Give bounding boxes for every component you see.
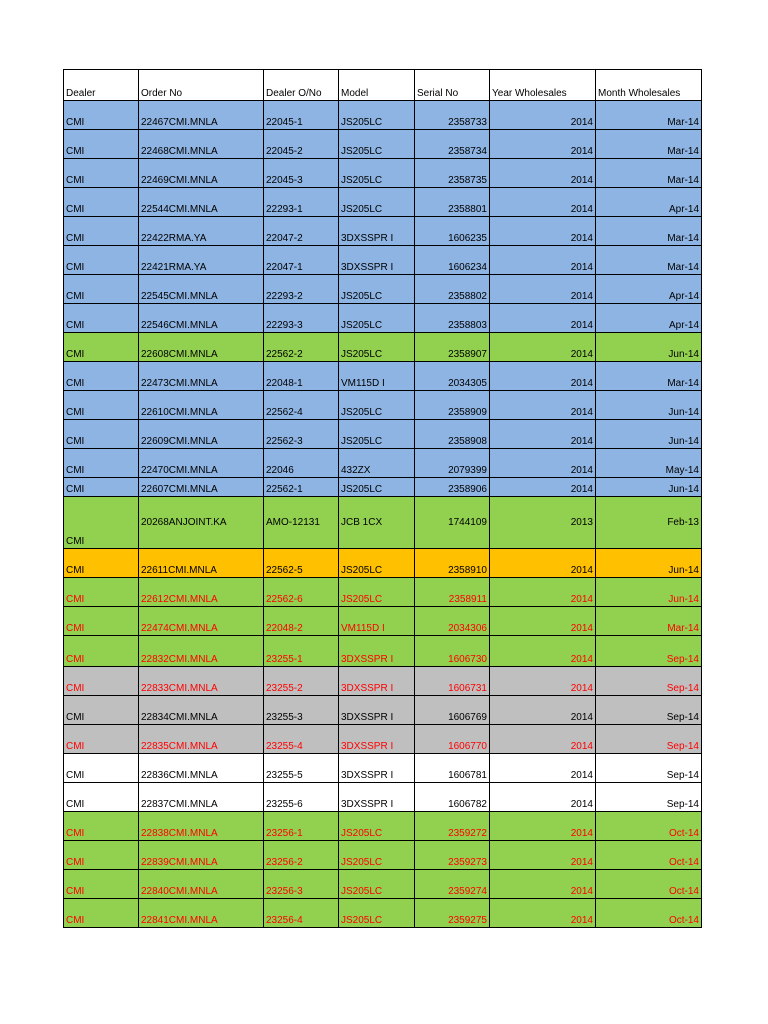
cell-serial-no: 2358733 <box>415 101 490 130</box>
cell-order-no: 22422RMA.YA <box>139 217 264 246</box>
table-row <box>64 696 702 725</box>
table-body <box>64 101 702 928</box>
cell-model: 3DXSSPR I <box>339 696 415 725</box>
cell-dealer-order-no: 22048-2 <box>264 607 339 636</box>
cell-year: 2014 <box>490 725 596 754</box>
cell-order-no: 22609CMI.MNLA <box>139 420 264 449</box>
cell-order-no: 22470CMI.MNLA <box>139 449 264 478</box>
header-dealer-order-no: Dealer O/No <box>264 70 339 101</box>
cell-serial-no: 2358734 <box>415 130 490 159</box>
table-row <box>64 812 702 841</box>
cell-dealer: CMI <box>64 130 139 159</box>
cell-serial-no: 2359272 <box>415 812 490 841</box>
cell-month: Sep-14 <box>596 667 702 696</box>
cell-year: 2014 <box>490 449 596 478</box>
cell-dealer: CMI <box>64 275 139 304</box>
cell-order-no: 22612CMI.MNLA <box>139 578 264 607</box>
header-dealer: Dealer <box>64 70 139 101</box>
cell-month: Mar-14 <box>596 217 702 246</box>
header-serial-no: Serial No <box>415 70 490 101</box>
cell-serial-no: 2358907 <box>415 333 490 362</box>
cell-serial-no: 2034305 <box>415 362 490 391</box>
cell-year: 2014 <box>490 275 596 304</box>
cell-dealer-order-no: 23255-3 <box>264 696 339 725</box>
cell-dealer-order-no: 23255-5 <box>264 754 339 783</box>
table-row <box>64 478 702 497</box>
cell-month: Jun-14 <box>596 549 702 578</box>
cell-dealer-order-no: 22562-3 <box>264 420 339 449</box>
cell-month: Jun-14 <box>596 578 702 607</box>
cell-dealer-order-no: 23255-2 <box>264 667 339 696</box>
cell-year: 2014 <box>490 420 596 449</box>
header-order-no: Order No <box>139 70 264 101</box>
cell-month: Mar-14 <box>596 101 702 130</box>
cell-dealer: CMI <box>64 725 139 754</box>
table-row <box>64 667 702 696</box>
cell-model: JS205LC <box>339 812 415 841</box>
cell-year: 2014 <box>490 478 596 497</box>
cell-dealer: CMI <box>64 636 139 667</box>
cell-year: 2014 <box>490 667 596 696</box>
cell-dealer: CMI <box>64 549 139 578</box>
cell-month: Oct-14 <box>596 870 702 899</box>
table-row <box>64 783 702 812</box>
cell-model: 3DXSSPR I <box>339 246 415 275</box>
table-row <box>64 636 702 667</box>
cell-dealer-order-no: 22562-5 <box>264 549 339 578</box>
cell-dealer: CMI <box>64 159 139 188</box>
cell-year: 2014 <box>490 636 596 667</box>
cell-model: JS205LC <box>339 333 415 362</box>
cell-serial-no: 2079399 <box>415 449 490 478</box>
cell-year: 2014 <box>490 812 596 841</box>
table-row <box>64 870 702 899</box>
cell-dealer: CMI <box>64 246 139 275</box>
cell-month: May-14 <box>596 449 702 478</box>
cell-model: 432ZX <box>339 449 415 478</box>
cell-year: 2014 <box>490 246 596 275</box>
cell-serial-no: 1606234 <box>415 246 490 275</box>
table-row <box>64 420 702 449</box>
cell-order-no: 22832CMI.MNLA <box>139 636 264 667</box>
cell-dealer-order-no: 22045-2 <box>264 130 339 159</box>
header-row <box>64 70 702 101</box>
cell-dealer: CMI <box>64 667 139 696</box>
cell-order-no: 22473CMI.MNLA <box>139 362 264 391</box>
cell-model: JS205LC <box>339 549 415 578</box>
cell-year: 2014 <box>490 159 596 188</box>
cell-model: 3DXSSPR I <box>339 783 415 812</box>
cell-dealer: CMI <box>64 870 139 899</box>
table-row <box>64 578 702 607</box>
cell-dealer: CMI <box>64 101 139 130</box>
cell-model: JS205LC <box>339 870 415 899</box>
cell-month: Jun-14 <box>596 391 702 420</box>
cell-dealer-order-no: 23256-4 <box>264 899 339 928</box>
cell-year: 2014 <box>490 130 596 159</box>
cell-model: 3DXSSPR I <box>339 754 415 783</box>
table-row <box>64 275 702 304</box>
cell-serial-no: 2358735 <box>415 159 490 188</box>
cell-model: JS205LC <box>339 159 415 188</box>
cell-year: 2014 <box>490 578 596 607</box>
cell-dealer-order-no: 22045-1 <box>264 101 339 130</box>
cell-dealer: CMI <box>64 754 139 783</box>
cell-month: Jun-14 <box>596 478 702 497</box>
cell-serial-no: 2358801 <box>415 188 490 217</box>
cell-dealer-order-no: 22562-2 <box>264 333 339 362</box>
cell-dealer-order-no: 23256-2 <box>264 841 339 870</box>
cell-dealer-order-no: 23256-3 <box>264 870 339 899</box>
cell-month: Mar-14 <box>596 130 702 159</box>
cell-dealer: CMI <box>64 899 139 928</box>
table-row <box>64 725 702 754</box>
cell-month: Sep-14 <box>596 696 702 725</box>
cell-year: 2014 <box>490 101 596 130</box>
cell-dealer-order-no: 23256-1 <box>264 812 339 841</box>
cell-serial-no: 1606782 <box>415 783 490 812</box>
table-row <box>64 304 702 333</box>
cell-dealer-order-no: 22562-6 <box>264 578 339 607</box>
cell-dealer-order-no: 23255-6 <box>264 783 339 812</box>
cell-order-no: 22546CMI.MNLA <box>139 304 264 333</box>
cell-month: Sep-14 <box>596 636 702 667</box>
cell-year: 2014 <box>490 899 596 928</box>
cell-order-no: 22834CMI.MNLA <box>139 696 264 725</box>
cell-order-no: 22833CMI.MNLA <box>139 667 264 696</box>
cell-order-no: 22838CMI.MNLA <box>139 812 264 841</box>
table-row <box>64 159 702 188</box>
cell-month: Jun-14 <box>596 333 702 362</box>
cell-model: JS205LC <box>339 188 415 217</box>
cell-dealer-order-no: 22293-2 <box>264 275 339 304</box>
cell-dealer-order-no: 22562-4 <box>264 391 339 420</box>
table-row <box>64 362 702 391</box>
cell-year: 2014 <box>490 754 596 783</box>
cell-serial-no: 2358909 <box>415 391 490 420</box>
cell-model: 3DXSSPR I <box>339 636 415 667</box>
table-row <box>64 101 702 130</box>
cell-order-no: 22544CMI.MNLA <box>139 188 264 217</box>
cell-serial-no: 2359275 <box>415 899 490 928</box>
cell-serial-no: 2358803 <box>415 304 490 333</box>
cell-dealer-order-no: 22293-1 <box>264 188 339 217</box>
cell-dealer: CMI <box>64 497 139 549</box>
cell-serial-no: 2358908 <box>415 420 490 449</box>
cell-year: 2014 <box>490 696 596 725</box>
cell-year: 2014 <box>490 333 596 362</box>
cell-serial-no: 2359273 <box>415 841 490 870</box>
cell-year: 2014 <box>490 607 596 636</box>
cell-month: Feb-13 <box>596 497 702 549</box>
cell-order-no: 22608CMI.MNLA <box>139 333 264 362</box>
cell-month: Oct-14 <box>596 841 702 870</box>
cell-order-no: 22421RMA.YA <box>139 246 264 275</box>
cell-model: JS205LC <box>339 899 415 928</box>
cell-order-no: 22839CMI.MNLA <box>139 841 264 870</box>
cell-order-no: 20268ANJOINT.KA <box>139 497 264 549</box>
cell-model: JS205LC <box>339 304 415 333</box>
cell-serial-no: 2358911 <box>415 578 490 607</box>
cell-dealer: CMI <box>64 333 139 362</box>
cell-dealer: CMI <box>64 607 139 636</box>
cell-order-no: 22467CMI.MNLA <box>139 101 264 130</box>
header-model: Model <box>339 70 415 101</box>
cell-dealer: CMI <box>64 449 139 478</box>
cell-order-no: 22840CMI.MNLA <box>139 870 264 899</box>
table-row <box>64 217 702 246</box>
cell-serial-no: 2359274 <box>415 870 490 899</box>
cell-dealer-order-no: 22048-1 <box>264 362 339 391</box>
cell-month: Apr-14 <box>596 275 702 304</box>
cell-model: JS205LC <box>339 841 415 870</box>
cell-order-no: 22611CMI.MNLA <box>139 549 264 578</box>
cell-month: Mar-14 <box>596 362 702 391</box>
cell-dealer: CMI <box>64 783 139 812</box>
cell-order-no: 22469CMI.MNLA <box>139 159 264 188</box>
cell-model: 3DXSSPR I <box>339 725 415 754</box>
cell-dealer: CMI <box>64 578 139 607</box>
cell-order-no: 22610CMI.MNLA <box>139 391 264 420</box>
cell-order-no: 22545CMI.MNLA <box>139 275 264 304</box>
cell-model: VM115D I <box>339 607 415 636</box>
cell-month: Sep-14 <box>596 754 702 783</box>
cell-model: JS205LC <box>339 578 415 607</box>
cell-model: JS205LC <box>339 275 415 304</box>
cell-model: 3DXSSPR I <box>339 217 415 246</box>
cell-serial-no: 1606235 <box>415 217 490 246</box>
cell-dealer-order-no: 22047-2 <box>264 217 339 246</box>
table-row <box>64 899 702 928</box>
cell-serial-no: 2358802 <box>415 275 490 304</box>
cell-month: Oct-14 <box>596 899 702 928</box>
cell-dealer: CMI <box>64 478 139 497</box>
cell-dealer: CMI <box>64 304 139 333</box>
cell-year: 2014 <box>490 841 596 870</box>
cell-month: Oct-14 <box>596 812 702 841</box>
cell-month: Jun-14 <box>596 420 702 449</box>
cell-serial-no: 1744109 <box>415 497 490 549</box>
table-row <box>64 841 702 870</box>
cell-order-no: 22468CMI.MNLA <box>139 130 264 159</box>
cell-year: 2014 <box>490 188 596 217</box>
cell-dealer: CMI <box>64 188 139 217</box>
cell-year: 2013 <box>490 497 596 549</box>
cell-year: 2014 <box>490 391 596 420</box>
cell-dealer: CMI <box>64 841 139 870</box>
cell-dealer-order-no: 22047-1 <box>264 246 339 275</box>
cell-order-no: 22836CMI.MNLA <box>139 754 264 783</box>
header-year-wholesales: Year Wholesales <box>490 70 596 101</box>
table-row <box>64 754 702 783</box>
cell-dealer: CMI <box>64 420 139 449</box>
cell-dealer: CMI <box>64 812 139 841</box>
cell-year: 2014 <box>490 783 596 812</box>
cell-year: 2014 <box>490 217 596 246</box>
cell-order-no: 22837CMI.MNLA <box>139 783 264 812</box>
table-row <box>64 188 702 217</box>
cell-month: Mar-14 <box>596 159 702 188</box>
cell-order-no: 22841CMI.MNLA <box>139 899 264 928</box>
cell-serial-no: 1606731 <box>415 667 490 696</box>
cell-serial-no: 1606730 <box>415 636 490 667</box>
cell-model: JS205LC <box>339 420 415 449</box>
cell-model: JCB 1CX <box>339 497 415 549</box>
cell-month: Sep-14 <box>596 783 702 812</box>
cell-serial-no: 1606770 <box>415 725 490 754</box>
cell-model: VM115D I <box>339 362 415 391</box>
cell-serial-no: 1606781 <box>415 754 490 783</box>
cell-model: 3DXSSPR I <box>339 667 415 696</box>
cell-serial-no: 1606769 <box>415 696 490 725</box>
cell-month: Mar-14 <box>596 246 702 275</box>
cell-dealer-order-no: 23255-1 <box>264 636 339 667</box>
table-row <box>64 449 702 478</box>
cell-month: Sep-14 <box>596 725 702 754</box>
table-row <box>64 246 702 275</box>
cell-dealer-order-no: AMO-12131 <box>264 497 339 549</box>
cell-dealer-order-no: 22046 <box>264 449 339 478</box>
cell-year: 2014 <box>490 870 596 899</box>
cell-serial-no: 2358910 <box>415 549 490 578</box>
cell-month: Apr-14 <box>596 188 702 217</box>
cell-model: JS205LC <box>339 391 415 420</box>
wholesales-table <box>63 69 702 928</box>
cell-serial-no: 2034306 <box>415 607 490 636</box>
cell-dealer: CMI <box>64 391 139 420</box>
header-month-wholesales: Month Wholesales <box>596 70 702 101</box>
table-row <box>64 607 702 636</box>
table-row <box>64 130 702 159</box>
cell-dealer: CMI <box>64 362 139 391</box>
cell-order-no: 22835CMI.MNLA <box>139 725 264 754</box>
cell-dealer-order-no: 22045-3 <box>264 159 339 188</box>
cell-year: 2014 <box>490 549 596 578</box>
table-row <box>64 549 702 578</box>
cell-dealer: CMI <box>64 696 139 725</box>
cell-dealer-order-no: 22293-3 <box>264 304 339 333</box>
table-row <box>64 391 702 420</box>
cell-model: JS205LC <box>339 130 415 159</box>
cell-model: JS205LC <box>339 101 415 130</box>
cell-order-no: 22474CMI.MNLA <box>139 607 264 636</box>
cell-month: Apr-14 <box>596 304 702 333</box>
table-row <box>64 333 702 362</box>
cell-dealer: CMI <box>64 217 139 246</box>
cell-dealer-order-no: 22562-1 <box>264 478 339 497</box>
cell-month: Mar-14 <box>596 607 702 636</box>
cell-dealer-order-no: 23255-4 <box>264 725 339 754</box>
cell-order-no: 22607CMI.MNLA <box>139 478 264 497</box>
cell-year: 2014 <box>490 304 596 333</box>
cell-serial-no: 2358906 <box>415 478 490 497</box>
table-row <box>64 497 702 549</box>
cell-year: 2014 <box>490 362 596 391</box>
cell-model: JS205LC <box>339 478 415 497</box>
